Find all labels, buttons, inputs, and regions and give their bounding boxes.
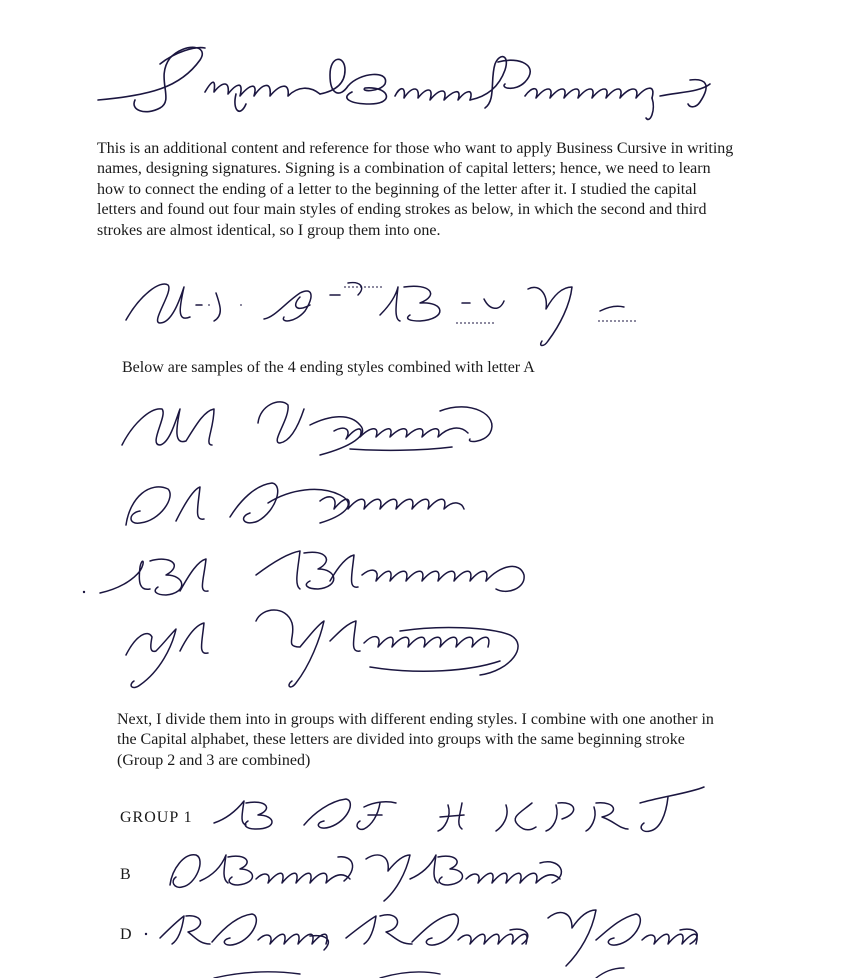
row-next-partial [0,962,843,978]
ending-strokes-illustration [0,265,843,355]
groups-intro-paragraph: Next, I divide them into in groups with different ending styles. I combine with one another in the Capital alphabet, these letters are divided into groups with the same beginning stroke (Group 2 and 3 are combined) [117,711,714,769]
title-handwriting [0,0,843,130]
row-b-signatures [0,845,843,905]
group1-label: GROUP 1 [120,809,193,826]
ending-style-samples [0,385,843,705]
row-d-label: D [120,926,133,943]
intro-paragraph: This is an additional content and reference for those who want to apply Business Cursive in writing names, designing signatures. Signing is a combination of capital letters; hence, we need to learn how to connect the ending of a letter to the beginning of the letter after it. I studied the capital letters and found out four main styles of ending strokes as below, in which the second and third strokes are almost identical, so I group them into one. [97,140,734,239]
row-b-label: B [120,866,132,883]
ending-styles-caption: Below are samples of the 4 ending styles combined with letter A [122,359,535,376]
